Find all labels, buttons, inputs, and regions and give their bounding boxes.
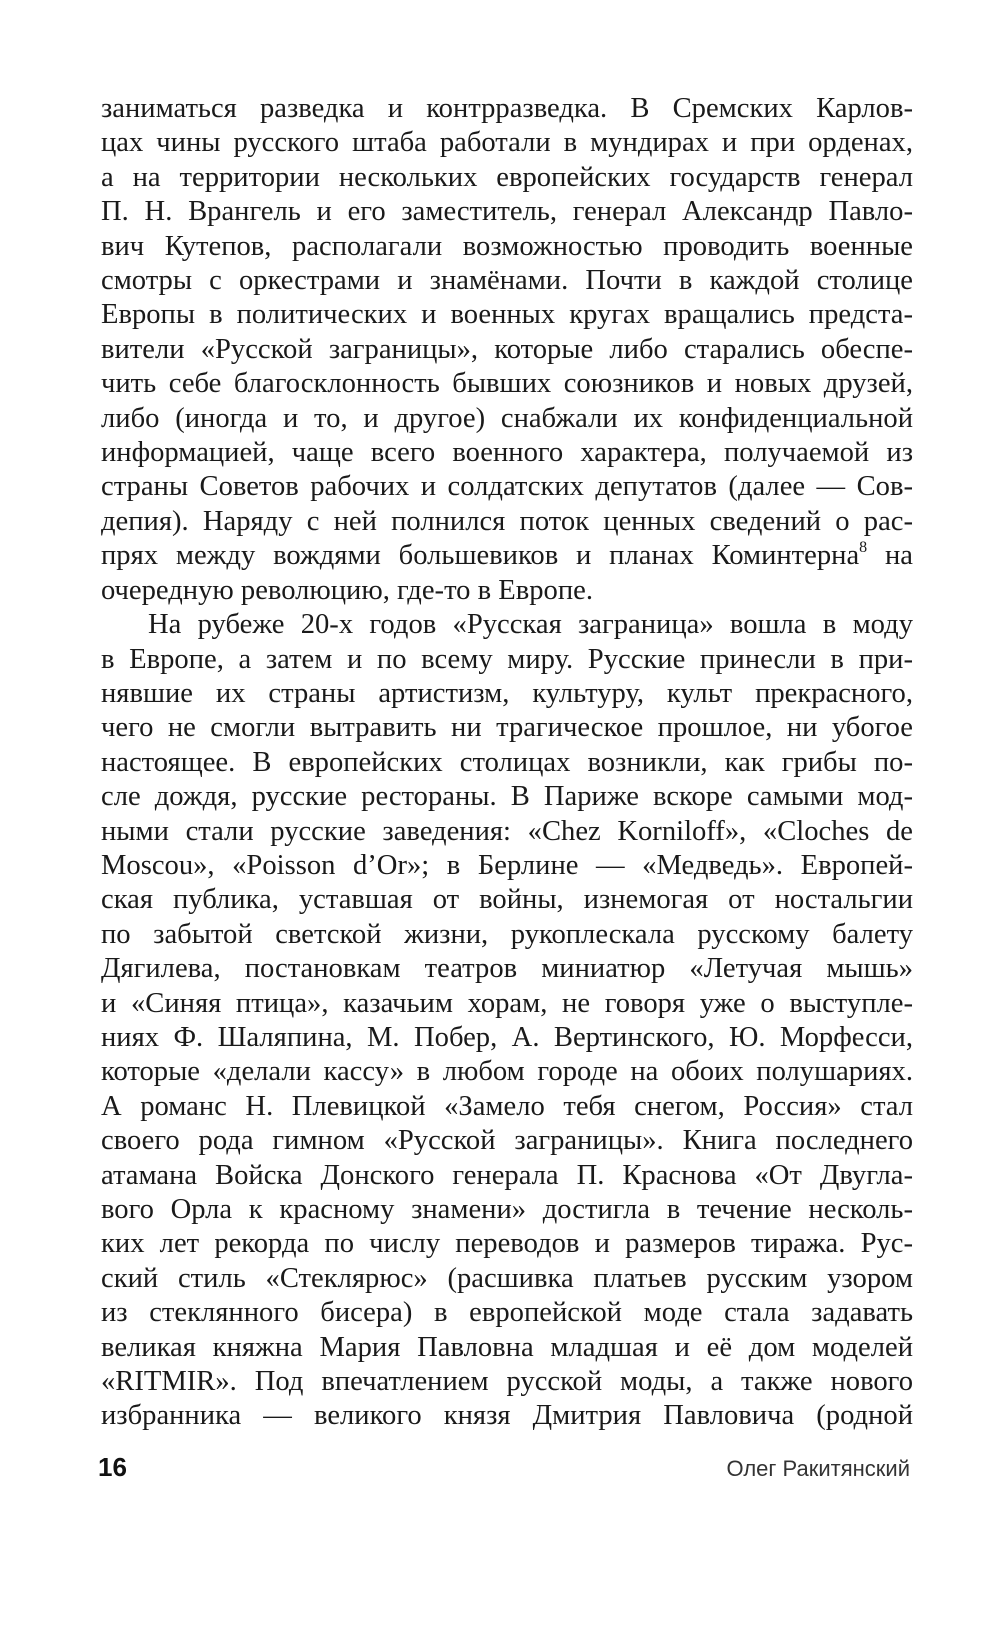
text-line: сле дождя, русские рестораны. В Париже вскоре самыми мод- <box>101 781 913 813</box>
text-line: а на территории нескольких европейских государств генерал <box>101 161 913 193</box>
text-line: настоящее. В европейских столицах возникли, как грибы по- <box>101 746 913 778</box>
running-footer-author: Олег Ракитянский <box>726 1456 910 1481</box>
text-line: Moscou», «Poisson d’Or»; в Берлине — «Медведь». Европей- <box>101 849 913 881</box>
text-line: очередную революцию, где-то в Европе. <box>101 574 593 606</box>
text-line-with-footnote <box>101 539 913 573</box>
paragraph-1 <box>101 92 913 608</box>
text-line: депия). Наряду с ней полнился поток ценных сведений о рас- <box>101 505 913 537</box>
text-line: смотры с оркестрами и знамёнами. Почти в каждой столице <box>101 265 913 297</box>
text-line: ких лет рекорда по числу переводов и размеров тиража. Рус- <box>101 1228 913 1260</box>
body-text <box>101 92 913 1434</box>
text-line: чить себе благосклонность бывших союзников и новых друзей, <box>101 368 913 400</box>
text-line: ниях Ф. Шаляпина, М. Побер, А. Вертинского, Ю. Морфесси, <box>101 1021 913 1053</box>
text-line: избранника — великого князя Дмитрия Павловича (родной <box>101 1400 913 1432</box>
text-line: и «Синяя птица», казачьим хорам, не говоря уже о выступле- <box>101 987 913 1019</box>
text-line: На рубеже 20-х годов «Русская заграница» вошла в моду <box>148 609 913 641</box>
text-line: заниматься разведка и контрразведка. В Сремских Карлов- <box>101 93 913 124</box>
text-line: Дягилева, постановкам театров миниатюр «Летучая мышь» <box>101 953 913 985</box>
text-line: страны Советов рабочих и солдатских депутатов (далее — Сов- <box>101 471 913 503</box>
text-line: ская публика, уставшая от войны, изнемогая от ностальгии <box>101 884 913 916</box>
text-line: атамана Войска Донского генерала П. Краснова «От Двугла- <box>101 1159 913 1191</box>
footnote-line-after: на <box>867 540 913 572</box>
footnote-line-before: прях между вождями большевиков и планах Коминтерна <box>101 540 860 572</box>
text-line: А романс Н. Плевицкой «Замело тебя снегом, Россия» стал <box>101 1090 913 1122</box>
footnote-reference[interactable]: 8 <box>859 539 868 557</box>
text-line: Европы в политических и военных кругах вращались предста- <box>101 299 913 331</box>
text-line: вого Орла к красному знамени» достигла в течение несколь- <box>101 1194 913 1225</box>
text-line: которые «делали кассу» в любом городе на обоих полушариях. <box>101 1056 913 1088</box>
text-line: великая княжна Мария Павловна младшая и её дом моделей <box>101 1331 913 1363</box>
text-line: своего рода гимном «Русской заграницы». Книга последнего <box>101 1125 913 1157</box>
text-line: П. Н. Врангель и его заместитель, генерал Александр Павло- <box>101 196 913 228</box>
paragraph-2 <box>101 608 913 1434</box>
text-line: информацией, чаще всего военного характера, получаемой из <box>101 437 913 469</box>
text-line: по забытой светской жизни, рукоплескала русскому балету <box>101 918 913 950</box>
text-line: нявшие их страны артистизм, культуру, культ прекрасного, <box>101 677 913 709</box>
text-line: либо (иногда и то, и другое) снабжали их конфиденциальной <box>101 402 913 434</box>
text-line: «RITMIR». Под впечатлением русской моды, а также нового <box>101 1366 913 1398</box>
text-line: в Европе, а затем и по всему миру. Русские принесли в при- <box>101 643 913 675</box>
text-line: из стеклянного бисера) в европейской моде стала задавать <box>101 1297 913 1329</box>
text-line: вич Кутепов, располагали возможностью проводить военные <box>101 230 913 262</box>
text-line: вители «Русской заграницы», которые либо старались обеспе- <box>101 333 913 365</box>
text-line: чего не смогли вытравить ни трагическое прошлое, ни убогое <box>101 712 913 744</box>
page-number: 16 <box>98 1452 127 1482</box>
text-line: цах чины русского штаба работали в мундирах и при орденах, <box>101 127 913 159</box>
text-line: ский стиль «Стеклярюс» (расшивка платьев русским узором <box>101 1262 913 1294</box>
text-line: ными стали русские заведения: «Chez Korniloff», «Cloches de <box>101 815 913 847</box>
